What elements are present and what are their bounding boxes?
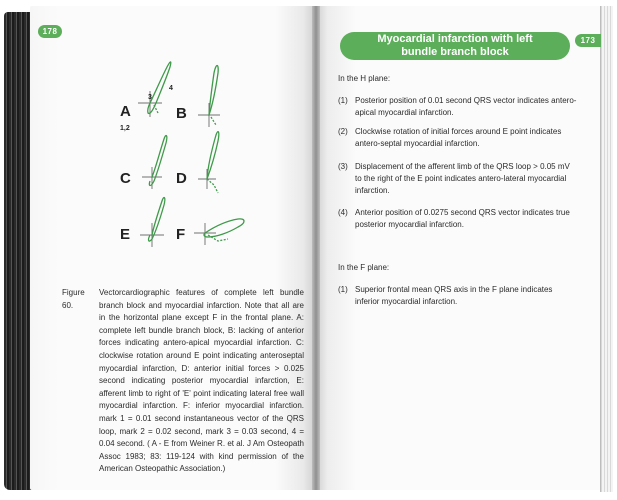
f-item-1-number: (1) [338, 285, 348, 294]
mark-4: 4 [169, 85, 173, 92]
chapter-title-line-1: Myocardial infarction with left [377, 33, 533, 45]
chapter-title-line-2: bundle branch block [401, 46, 509, 58]
h-item-1-number: (1) [338, 96, 348, 105]
f-item-1-text: Superior frontal mean QRS axis in the F plane indicates inferior myocardial infarction. [355, 285, 553, 306]
h-plane-heading: In the H plane: [338, 74, 391, 83]
f-plane-heading: In the F plane: [338, 263, 390, 272]
h-item-2-text: Clockwise rotation of initial forces around E point indicates antero-septal myocardial infarction. [355, 127, 562, 148]
h-item-3-number: (3) [338, 162, 348, 171]
figure-label-e: E [120, 226, 131, 243]
caption-label: Figure 60. [62, 288, 85, 310]
mark-3: 3 [148, 94, 152, 101]
loop-c [142, 136, 167, 189]
h-item-1-text: Posterior position of 0.01 second QRS vector indicates antero-apical myocardial infarction. [355, 96, 577, 117]
book-gutter [312, 6, 320, 490]
figure-label-b: B [176, 105, 187, 122]
mark-1-2: 1,2 [120, 125, 130, 132]
figure-label-d: D [176, 170, 187, 187]
right-page-number: 173 [575, 34, 601, 47]
figure-label-c: C [120, 170, 131, 187]
loop-e [140, 198, 165, 247]
loop-b [198, 66, 220, 128]
h-item-4-number: (4) [338, 208, 348, 217]
figure-label-a: A [120, 103, 131, 120]
h-item-4-text: Anterior position of 0.0275 second QRS vector indicates true posterior myocardial infarction. [355, 208, 570, 229]
loop-f [194, 219, 244, 245]
figure-label-f: F [176, 226, 186, 243]
chapter-title-banner [340, 32, 570, 60]
loop-d [198, 132, 219, 193]
caption-text: Vectorcardiographic features of complete left bundle branch block and myocardial infarction. Note that all are in the horizontal plane except F in the frontal plane. A: complete left bundle branch block, B: lacking of anterior forces indicating antero-apical myocardial infarction. C: clockwise rotation around E point indicating anteroseptal myocardial infarction, D: anterior initial forces > 0.025 second indicating posterior myocardial infarction, E: afferent limb to right of 'E' point indicating lateral free wall myocardial infarction. F: inferior myocardial infarction. mark 1 = 0.01 second instantaneous vector of the QRS loop, mark 2 = 0.02 second, mark 3 = 0.03 second, 4 = 0.04 second. ( A - E from Weiner R. et al. J Am Osteopath Assoc 1983; 83: 119-124 with kind permission of the American Osteopathic Association.) [99, 288, 304, 474]
left-page-number: 178 [38, 25, 62, 38]
h-item-2-number: (2) [338, 127, 348, 136]
loop-a [138, 62, 171, 117]
vectorcardiogram-figure [110, 55, 290, 255]
h-item-3-text: Displacement of the afferent limb of the QRS loop > 0.05 mV to the right of the E point indicates antero-lateral myocardial infarction. [355, 162, 570, 195]
page-stack-right [600, 6, 613, 492]
vectorcardiogram-loops [110, 55, 290, 255]
